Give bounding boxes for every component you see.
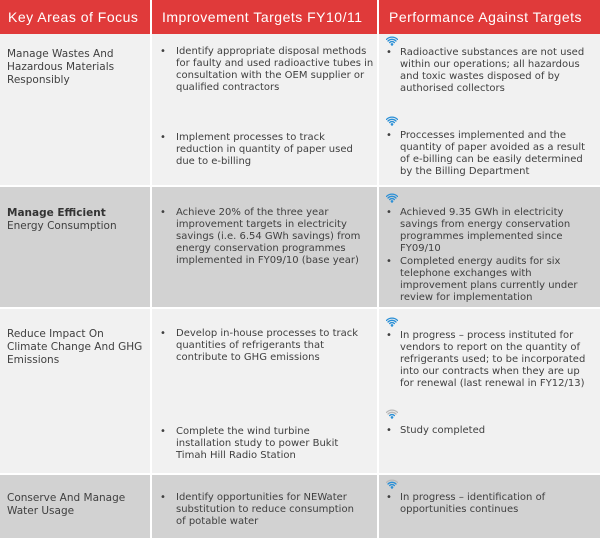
signal-arc — [388, 412, 396, 414]
signal-icon — [386, 479, 398, 489]
bullet: • — [386, 492, 392, 503]
signal-arc — [388, 196, 396, 198]
signal-dot — [391, 417, 393, 419]
bullet: • — [160, 132, 166, 143]
signal-arc — [388, 119, 396, 121]
performance-item: Achieved 9.35 GWh in electricity savings from energy conservation programmes implemented since FY09/10 — [400, 207, 571, 254]
performance-item: Radioactive substances are not used within our operations; all hazardous and toxic wastes disposed of by authorised collectors — [400, 47, 585, 94]
signal-icon — [386, 36, 398, 46]
bullet: • — [160, 426, 166, 437]
bullet: • — [386, 425, 392, 436]
signal-dot — [391, 487, 393, 489]
target-item: Identify appropriate disposal methods for faulty and used radioactive tubes in consultation with the OEM supplier or qualified contractors — [176, 46, 374, 93]
focus-area: Reduce Impact On Climate Change And GHG Emissions — [7, 328, 143, 366]
column-divider — [377, 34, 379, 186]
signal-arc — [390, 42, 395, 43]
header-divider — [150, 0, 152, 34]
performance-item: Study completed — [400, 425, 486, 436]
signal-icon — [386, 317, 398, 327]
focus-area — [7, 207, 147, 233]
performance-item: In progress – process instituted for vendors to report on the quantity of refrigerants used; to be incorporated into our contracts when they are up for renewal (last renewal in FY12/13) — [400, 330, 586, 389]
table-row — [0, 187, 600, 307]
bullet: • — [160, 207, 166, 218]
signal-arc — [390, 415, 395, 416]
focus-area-bold: Manage Efficient — [7, 207, 106, 219]
signal-dot — [391, 124, 393, 126]
signal-arc — [390, 122, 395, 123]
bullet: • — [386, 47, 392, 58]
signal-dot — [391, 44, 393, 46]
performance-item: In progress – identification of opportunities continues — [400, 492, 546, 515]
performance-item: Proccesses implemented and the quantity of paper avoided as a result of e-billing can be easily determined by the Billing Department — [400, 130, 586, 177]
signal-arc — [390, 485, 395, 486]
signal-arc — [388, 39, 396, 41]
table-row — [0, 34, 600, 186]
column-divider — [150, 309, 152, 473]
signal-icon — [386, 116, 398, 126]
signal-icon — [386, 409, 398, 419]
table-row — [0, 309, 600, 473]
target-item: Complete the wind turbine installation study to power Bukit Timah Hill Radio Station — [176, 426, 339, 461]
column-divider — [377, 309, 379, 473]
target-item: Identify opportunities for NEWater substitution to reduce consumption of potable water — [176, 492, 354, 527]
bullet: • — [386, 130, 392, 141]
header-key-areas: Key Areas of Focus — [8, 9, 139, 25]
signal-dot — [391, 325, 393, 327]
column-divider — [377, 187, 379, 307]
target-item: Develop in-house processes to track quantities of refrigerants that contribute to GHG emissions — [176, 328, 359, 363]
focus-area: Manage Wastes And Hazardous Materials Responsibly — [7, 48, 115, 86]
column-divider — [150, 187, 152, 307]
signal-arc — [390, 199, 395, 200]
target-item: Achieve 20% of the three year improvement targets in electricity savings (i.e. 6.54 GWh savings) from energy conservation programmes implemented in FY09/10 (base year) — [176, 207, 361, 266]
table-row — [0, 475, 600, 538]
focus-area-rest: Energy Consumption — [7, 220, 117, 232]
bullet: • — [386, 256, 392, 267]
column-divider — [377, 475, 379, 538]
signal-icon — [386, 193, 398, 203]
table-header — [0, 0, 600, 34]
bullet: • — [160, 328, 166, 339]
column-divider — [150, 475, 152, 538]
bullet: • — [386, 207, 392, 218]
signal-dot — [391, 201, 393, 203]
signal-arc — [388, 320, 396, 322]
header-improvement-targets: Improvement Targets FY10/11 — [162, 9, 363, 25]
header-divider — [377, 0, 379, 34]
header-performance: Performance Against Targets — [389, 9, 583, 25]
focus-area: Conserve And Manage Water Usage — [7, 492, 126, 517]
signal-arc — [388, 482, 396, 484]
column-divider — [150, 34, 152, 186]
bullet: • — [160, 492, 166, 503]
bullet: • — [160, 46, 166, 57]
performance-item: Completed energy audits for six telephone exchanges with improvement plans currently under review for implementation — [400, 256, 578, 303]
signal-arc — [390, 323, 395, 324]
target-item: Implement processes to track reduction in quantity of paper used due to e-billing — [176, 132, 353, 167]
bullet: • — [386, 330, 392, 341]
